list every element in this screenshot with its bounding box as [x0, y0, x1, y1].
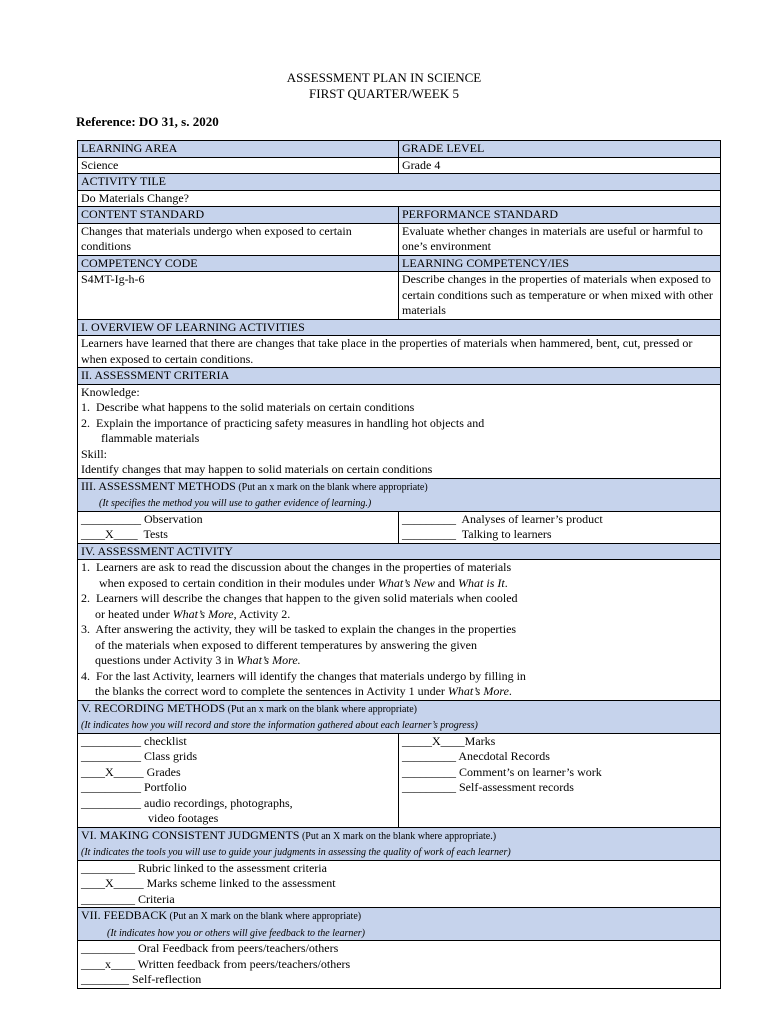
judgments-label: VI. MAKING CONSISTENT JUDGMENTS — [81, 827, 300, 842]
performance-standard-label: PERFORMANCE STANDARD — [399, 207, 721, 224]
criteria-label: II. ASSESSMENT CRITERIA — [78, 368, 721, 385]
whats-more-ref-3: What’s More — [447, 684, 509, 698]
assessment-plan-table — [77, 140, 721, 989]
knowledge-heading: Knowledge: — [81, 384, 140, 399]
judgment-marks-scheme: ____X_____ Marks scheme linked to the assessment — [81, 876, 336, 890]
activity-item-3-cont: of the materials when exposed to different temperatures by answering the given — [95, 637, 477, 652]
recording-right — [399, 733, 721, 827]
activity-title-value: Do Materials Change? — [78, 190, 721, 207]
activity-title-label: ACTIVITY TILE — [78, 174, 721, 191]
methods-left — [78, 511, 399, 543]
feedback-subnote: (It indicates how you or others will give feedback to the learner) — [107, 927, 365, 939]
header-row — [78, 141, 721, 158]
reference-line: Reference: DO 31, s. 2020 — [76, 114, 219, 129]
recording-marks: _____X____Marks — [402, 733, 496, 748]
activity-item-4-period: . — [508, 684, 512, 698]
knowledge-item-2: 2. Explain the importance of practicing safety measures in handling hot objects and — [81, 415, 485, 430]
activity-item-2-end: , Activity 2. — [233, 606, 291, 621]
knowledge-item-2-cont: flammable materials — [101, 431, 200, 445]
content-standard-label: CONTENT STANDARD — [78, 207, 399, 224]
activity-item-1-and: and — [434, 575, 459, 590]
grade-level-label: GRADE LEVEL — [399, 141, 721, 158]
recording-anecdotal: _________ Anecdotal Records — [402, 749, 550, 763]
method-observation: __________ Observation — [81, 511, 203, 526]
recording-subnote: (It indicates how you will record and store the information gathered about each learner’s progress) — [81, 720, 478, 731]
activity-item-3-cont2 — [81, 653, 717, 669]
method-tests: ____X____ Tests — [81, 527, 168, 541]
activity-item-2: 2. Learners will describe the changes that happen to the given solid materials when cooled — [81, 591, 518, 605]
activity-item-4: 4. For the last Activity, learners will identify the changes that materials undergo by filling in — [81, 668, 526, 683]
whats-more-ref-2: What’s More. — [236, 653, 301, 667]
recording-label-note: (Put an x mark on the blank where appropriate) — [225, 703, 418, 715]
whats-more-ref: What’s More — [172, 606, 234, 621]
activity-item-1-period: . — [504, 575, 508, 590]
skill-item-1: Identify changes that may happen to solid materials on certain conditions — [81, 462, 433, 476]
recording-grades: ____X_____ Grades — [81, 764, 181, 779]
competency-code-value: S4MT-Ig-h-6 — [78, 272, 399, 320]
learning-competency-label: LEARNING COMPETENCY/IES — [399, 255, 721, 272]
recording-self-assessment: _________ Self-assessment records — [402, 780, 574, 794]
methods-label-note: (Put an x mark on the blank where appropriate) — [235, 481, 428, 493]
judgment-criteria: _________ Criteria — [81, 891, 175, 906]
criteria-body — [78, 384, 721, 478]
activity-item-4-text: the blanks the correct word to complete the sentences in Activity 1 under — [95, 684, 448, 698]
recording-class-grids: __________ Class grids — [81, 749, 198, 763]
recording-portfolio: __________ Portfolio — [81, 780, 187, 794]
overview-label: I. OVERVIEW OF LEARNING ACTIVITIES — [78, 319, 721, 336]
activity-item-2-text: or heated under — [95, 606, 173, 621]
feedback-self-reflection: ________ Self-reflection — [81, 972, 202, 986]
judgments-body — [78, 860, 721, 908]
performance-standard-value: Evaluate whether changes in materials are useful or harmful to one’s environment — [399, 223, 721, 255]
feedback-label-note: (Put an X mark on the blank where appropriate) — [167, 911, 362, 922]
feedback-header — [78, 908, 721, 941]
recording-video: video footages — [148, 811, 219, 825]
method-talking: _________ Talking to learners — [402, 527, 552, 541]
recording-left — [78, 733, 399, 827]
recording-comments: _________ Comment’s on learner’s work — [402, 764, 602, 779]
feedback-oral: _________ Oral Feedback from peers/teachers/others — [81, 941, 339, 955]
recording-label: V. RECORDING METHODS — [81, 700, 226, 715]
whats-new-ref: What’s New — [377, 575, 435, 590]
skill-heading: Skill: — [81, 446, 108, 461]
grade-level-value: Grade 4 — [399, 157, 721, 174]
feedback-written: ____x____ Written feedback from peers/teachers/others — [81, 956, 351, 971]
judgments-header — [78, 827, 721, 860]
activity-item-3: 3. After answering the activity, they will be tasked to explain the changes in the properties — [81, 622, 517, 636]
learning-area-value: Science — [78, 157, 399, 174]
activity-item-2-cont — [81, 607, 717, 623]
method-analyses: _________ Analyses of learner’s product — [402, 511, 603, 526]
overview-text: Learners have learned that there are changes that take place in the properties of materials when hammered, bent, cut, pressed or when exposed to certain conditions. — [78, 336, 721, 368]
competency-code-label: COMPETENCY CODE — [78, 255, 399, 272]
activity-body — [78, 560, 721, 701]
recording-checklist: __________ checklist — [81, 733, 187, 748]
activity-item-3-text: questions under Activity 3 in — [95, 653, 237, 667]
recording-header — [78, 700, 721, 733]
document-subtitle: FIRST QUARTER/WEEK 5 — [309, 86, 459, 101]
recording-audio: __________ audio recordings, photographs, — [81, 795, 293, 810]
content-standard-value: Changes that materials undergo when exposed to certain conditions — [78, 223, 399, 255]
activity-item-1-text: when exposed to certain condition in their modules under — [99, 575, 378, 590]
document-title: ASSESSMENT PLAN IN SCIENCE — [286, 70, 482, 85]
activity-label: IV. ASSESSMENT ACTIVITY — [78, 543, 721, 560]
activity-item-1: 1. Learners are ask to read the discussion about the changes in the properties of materials — [81, 560, 512, 574]
judgment-rubric: _________ Rubric linked to the assessment criteria — [81, 860, 327, 875]
learning-area-label: LEARNING AREA — [78, 141, 399, 158]
feedback-label: VII. FEEDBACK — [81, 908, 167, 922]
learning-competency-value: Describe changes in the properties of materials when exposed to certain conditions such as temperature or when mixed with other materials — [399, 272, 721, 320]
methods-header — [78, 478, 721, 511]
knowledge-item-1: 1. Describe what happens to the solid materials on certain conditions — [81, 400, 415, 414]
feedback-body — [78, 941, 721, 989]
methods-label: III. ASSESSMENT METHODS — [81, 478, 236, 493]
activity-item-4-cont — [81, 684, 717, 700]
methods-right — [399, 511, 721, 543]
judgments-label-note: (Put an X mark on the blank where appropriate.) — [299, 830, 497, 842]
activity-item-1-cont — [81, 576, 717, 592]
what-is-it-ref: What is It — [458, 575, 505, 590]
judgments-subnote: (It indicates the tools you will use to guide your judgments in assessing the quality of work of each learner) — [81, 847, 511, 858]
methods-subnote: (It specifies the method you will use to gather evidence of learning.) — [99, 498, 372, 509]
